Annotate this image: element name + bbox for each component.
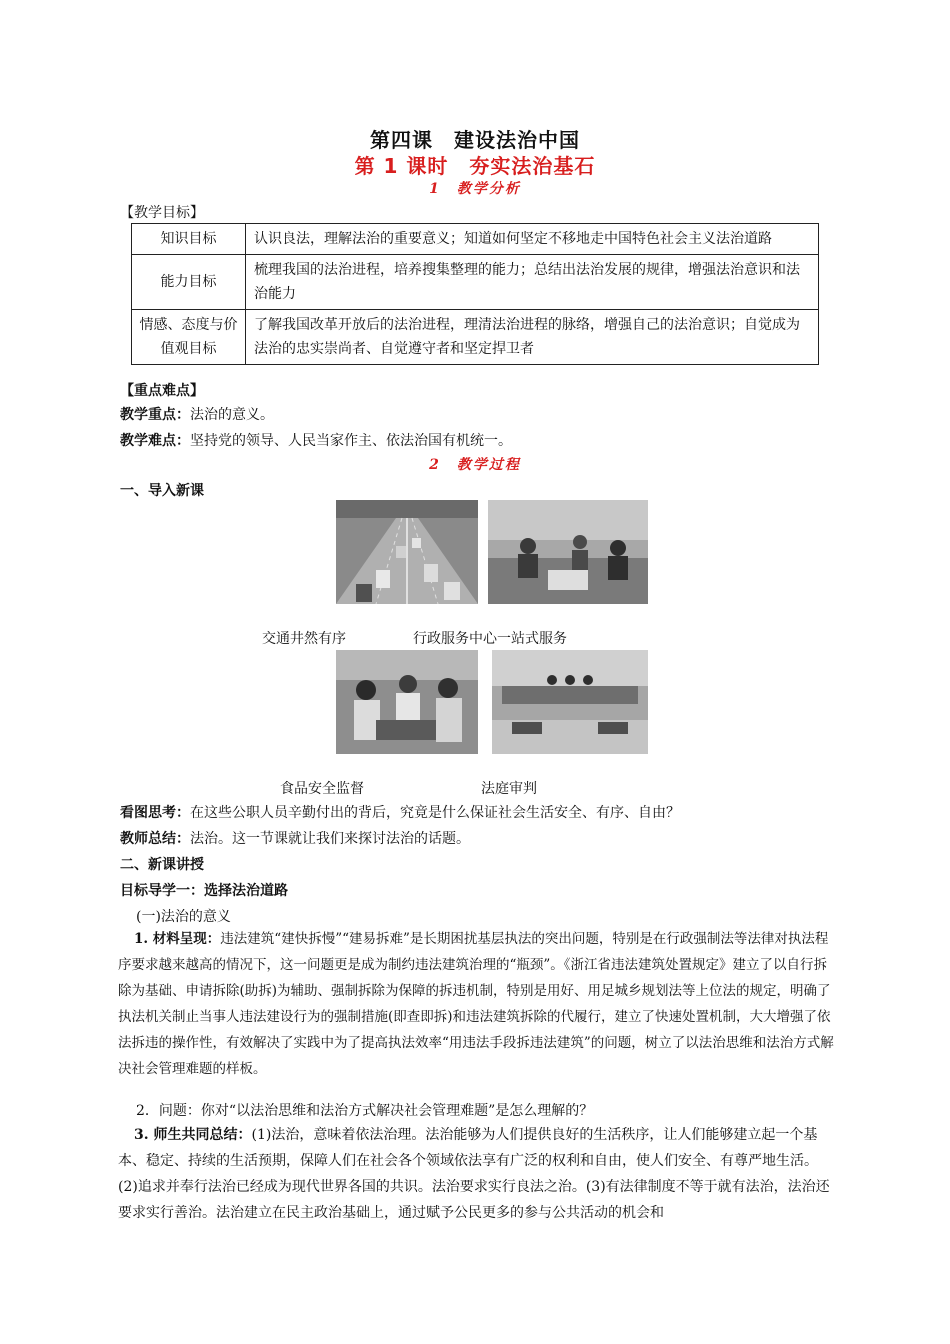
goal-label: 能力目标: [132, 255, 246, 310]
think-text: 在这些公职人员辛勤付出的背后，究竟是什么保证社会生活安全、有序、自由？: [190, 805, 680, 821]
table-row: [132, 255, 819, 310]
goal-label: 情感、态度与价值观目标: [132, 310, 246, 365]
caption-court-trial: 法庭审判: [481, 781, 537, 797]
caption-service-center: 行政服务中心一站式服务: [413, 631, 567, 647]
summary-line: [120, 828, 470, 848]
table-row: [132, 224, 819, 255]
section-heading-analysis: 1 教学分析: [429, 181, 521, 197]
focus-label: 教学重点：: [120, 407, 190, 423]
difficulty-label: 教学难点：: [120, 433, 190, 449]
table-row: [132, 310, 819, 365]
caption-traffic: 交通井然有序: [262, 631, 346, 647]
material-text: 违法建筑“建快拆慢”“建易拆难”是长期困扰基层执法的突出问题，特别是在行政强制法等法律对执法程序要求越来越高的情况下，这一问题更是成为制约违法建筑治理的“瓶颈”。《浙江省违法建筑处置规定》建立了以自行拆除为基础、申请拆除(助拆)为辅助、强制拆除为保障的拆违机制，特别是用好、用足城乡规划法等上位法的规定，明确了执法机关制止当事人违法建设行为的强制措施(即查即拆)和违法建筑拆除的代履行，建立了快速处置机制，大大增强了依法拆违的操作性，有效解决了实践中为了提高执法效率“用违法手段拆违法建筑”的问题，树立了以法治思维和法治方式解决社会管理难题的样板。: [118, 931, 834, 1077]
lesson-title: 第四课 建设法治中国: [370, 128, 580, 152]
conclusion-paragraph: [118, 1122, 834, 1226]
material-paragraph: [118, 926, 834, 1082]
conclusion-text: (1)法治，意味着依法治理。法治能够为人们提供良好的生活秩序，让人们能够建立起一个基本、稳定、持续的生活预期，保障人们在社会各个领域依法享有广泛的权利和自由，使人们安全、有尊严地生活。(2)追求并奉行法治已经成为现代世界各国的共识。法治要求实行良法之治。(3)有法律制度不等于就有法治，法治还要求实行善治。法治建立在民主政治基础上，通过赋予公民更多的参与公共活动的机会和: [118, 1127, 830, 1221]
difficulty-line: [120, 430, 512, 450]
goal-text: 梳理我国的法治进程，培养搜集整理的能力；总结出法治发展的规律，增强法治意识和法治能力: [246, 255, 819, 310]
section-heading-process: 2 教学过程: [429, 457, 521, 473]
period-title: 第 1 课时 夯实法治基石: [354, 154, 596, 178]
goal1-heading: 目标导学一：选择法治道路: [120, 883, 288, 899]
conclusion-label: 3. 师生共同总结：: [134, 1127, 252, 1143]
think-line: [120, 802, 680, 822]
goals-table: [131, 223, 819, 365]
caption-food-safety: 食品安全监督: [280, 781, 364, 797]
sub1-heading: (一)法治的意义: [136, 909, 231, 925]
goal-label: 知识目标: [132, 224, 246, 255]
difficulty-text: 坚持党的领导、人民当家作主、依法治国有机统一。: [190, 433, 512, 449]
summary-text: 法治。这一节课就让我们来探讨法治的话题。: [190, 831, 470, 847]
service-center-photo: [488, 500, 648, 604]
summary-label: 教师总结：: [120, 831, 190, 847]
keypoints-heading: 【重点难点】: [120, 383, 204, 399]
focus-text: 法治的意义。: [190, 407, 274, 423]
goals-heading: 【教学目标】: [120, 205, 204, 221]
think-label: 看图思考：: [120, 805, 190, 821]
goal-text: 了解我国改革开放后的法治进程，理清法治进程的脉络，增强自己的法治意识；自觉成为法治的忠实崇尚者、自觉遵守者和坚定捍卫者: [246, 310, 819, 365]
part1-heading: 一、导入新课: [120, 483, 204, 499]
part2-heading: 二、新课讲授: [120, 857, 204, 873]
focus-line: [120, 404, 274, 424]
court-trial-photo: [492, 650, 648, 754]
material-label: 1. 材料呈现：: [134, 931, 221, 947]
food-safety-photo: [336, 650, 478, 754]
traffic-photo: [336, 500, 478, 604]
question-line: 2．问题：你对“以法治思维和法治方式解决社会管理难题”是怎么理解的？: [136, 1103, 594, 1119]
goal-text: 认识良法，理解法治的重要意义；知道如何坚定不移地走中国特色社会主义法治道路: [246, 224, 819, 255]
